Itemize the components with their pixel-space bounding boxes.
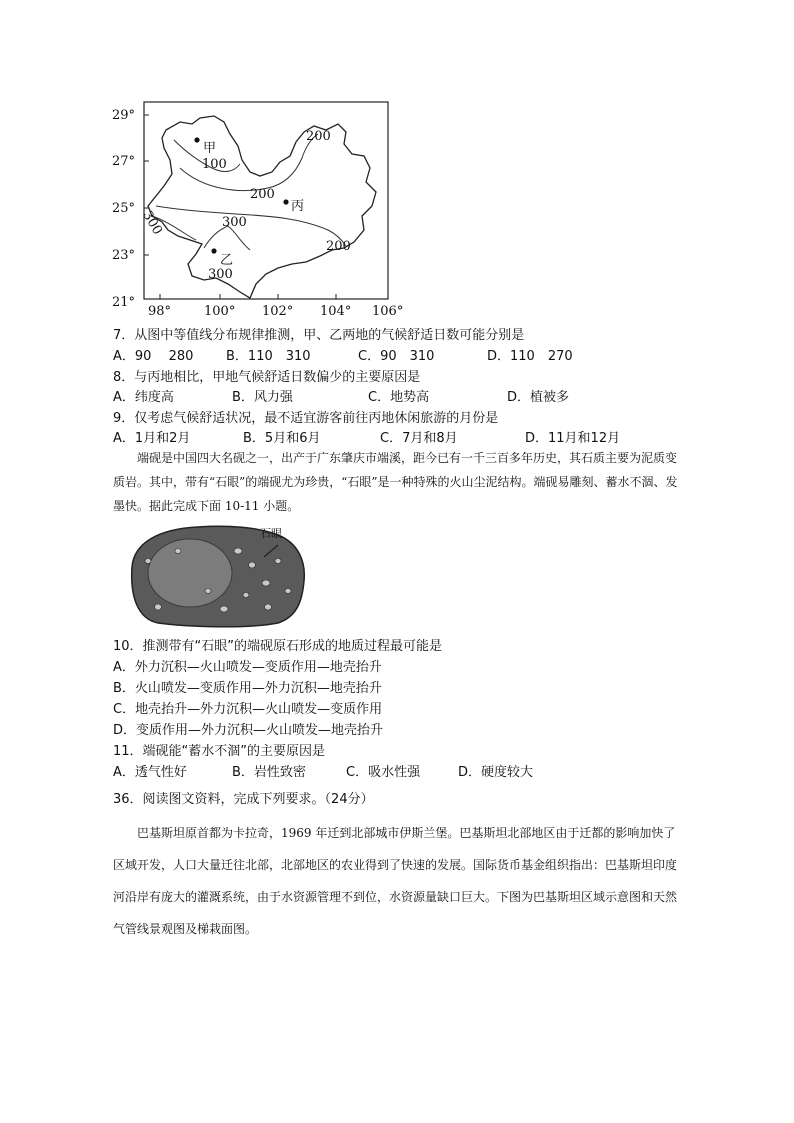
stone-eye-label: 石眼 [260,527,282,540]
contour-label-300-s: 300 [208,267,233,282]
intro-paragraph-10-11: 端砚是中国四大名砚之一，出产于广东肇庆市端溪，距今已有一千三百多年历史，其石质主要为泥质变质岩。其中，带有“石眼”的端砚尤为珍贵，“石眼”是一种特殊的火山尘泥结构。端砚易雕刻、蓄水不涸、发墨快。据此完成下面 10-11 小题。 [113,451,678,513]
contour-map [100,98,410,320]
q7-option-a[interactable]: A．90 280 [113,349,194,364]
contour-label-200-se: 200 [326,239,351,254]
q10-option-b[interactable]: B．火山喷发—变质作用—外力沉积—地壳抬升 [113,681,382,696]
q10-stem: 10．推测带有“石眼”的端砚原石形成的地质过程最可能是 [113,639,443,654]
contour-label-300-w: 300 [139,208,165,238]
contour-label-300-c: 300 [222,215,247,230]
q36-passage: 巴基斯坦原首都为卡拉奇，1969 年迁到北部城市伊斯兰堡。巴基斯坦北部地区由于迁都的影响加快了区域开发，人口大量迁往北部，北部地区的农业得到了快速的发展。国际货币基金组织指出：巴基斯坦印度河沿岸有庞大的灌溉系统，由于水资源管理不到位，水资源量缺口巨大。下图为巴基斯坦区域示意图和天然气管线景观图及梯栽面图。 [113,826,678,936]
q9-option-d[interactable]: D．11月和12月 [525,431,621,446]
q11-option-a[interactable]: A．透气性好 [113,765,187,780]
lon-label-104: 104° [320,304,352,319]
place-label-jia: 甲 [203,141,217,156]
place-dot-yi [211,248,216,253]
contour-200-south [156,206,346,246]
lat-label-29: 29° [112,108,136,123]
duanyan-stone-image [128,521,310,629]
q9-option-b[interactable]: B．5月和6月 [243,431,321,446]
q11-option-b[interactable]: B．岩性致密 [232,765,306,780]
q11-stem: 11．端砚能“蓄水不涸”的主要原因是 [113,744,326,759]
q8-option-b[interactable]: B．风力强 [232,390,293,405]
contour-200-north [180,134,318,191]
contour-label-200-ne: 200 [306,129,331,144]
q7-option-c[interactable]: C．90 310 [358,349,435,364]
lon-label-98: 98° [148,304,172,319]
lon-label-102: 102° [262,304,294,319]
lon-label-106: 106° [372,304,404,319]
q10-option-a[interactable]: A．外力沉积—火山喷发—变质作用—地壳抬升 [113,660,382,675]
lat-label-23: 23° [112,248,136,263]
q8-stem: 8．与丙地相比，甲地气候舒适日数偏少的主要原因是 [113,370,421,385]
place-label-bing: 丙 [291,199,305,214]
q7-option-d[interactable]: D．110 270 [487,349,573,364]
q8-option-d[interactable]: D．植被多 [507,390,570,405]
place-label-yi: 乙 [220,253,234,268]
province-outline [148,116,376,298]
q11-option-c[interactable]: C．吸水性强 [346,765,421,780]
lat-label-25: 25° [112,201,136,216]
stone-ink-well [148,539,232,607]
q7-option-b[interactable]: B．110 310 [226,349,311,364]
contour-label-100: 100 [202,157,227,172]
contour-label-200-mid: 200 [250,187,275,202]
q9-option-c[interactable]: C．7月和8月 [380,431,458,446]
place-dot-bing [283,199,288,204]
q8-option-a[interactable]: A．纬度高 [113,390,174,405]
q10-option-c[interactable]: C．地壳抬升—外力沉积—火山喷发—变质作用 [113,702,383,717]
q10-option-d[interactable]: D．变质作用—外力沉积—火山喷发—地壳抬升 [113,723,384,738]
lat-label-27: 27° [112,154,136,169]
q9-option-a[interactable]: A．1月和2月 [113,431,191,446]
q8-option-c[interactable]: C．地势高 [368,390,430,405]
place-dot-jia [194,137,199,142]
q11-option-d[interactable]: D．硬度较大 [458,765,534,780]
lat-label-21: 21° [112,295,136,310]
q7-stem: 7．从图中等值线分布规律推测，甲、乙两地的气候舒适日数可能分别是 [113,328,525,343]
q9-stem: 9．仅考虑气候舒适状况，最不适宜游客前往丙地休闲旅游的月份是 [113,411,499,426]
lon-label-100: 100° [204,304,236,319]
q36-stem: 36．阅读图文资料，完成下列要求。（24分） [113,792,374,807]
